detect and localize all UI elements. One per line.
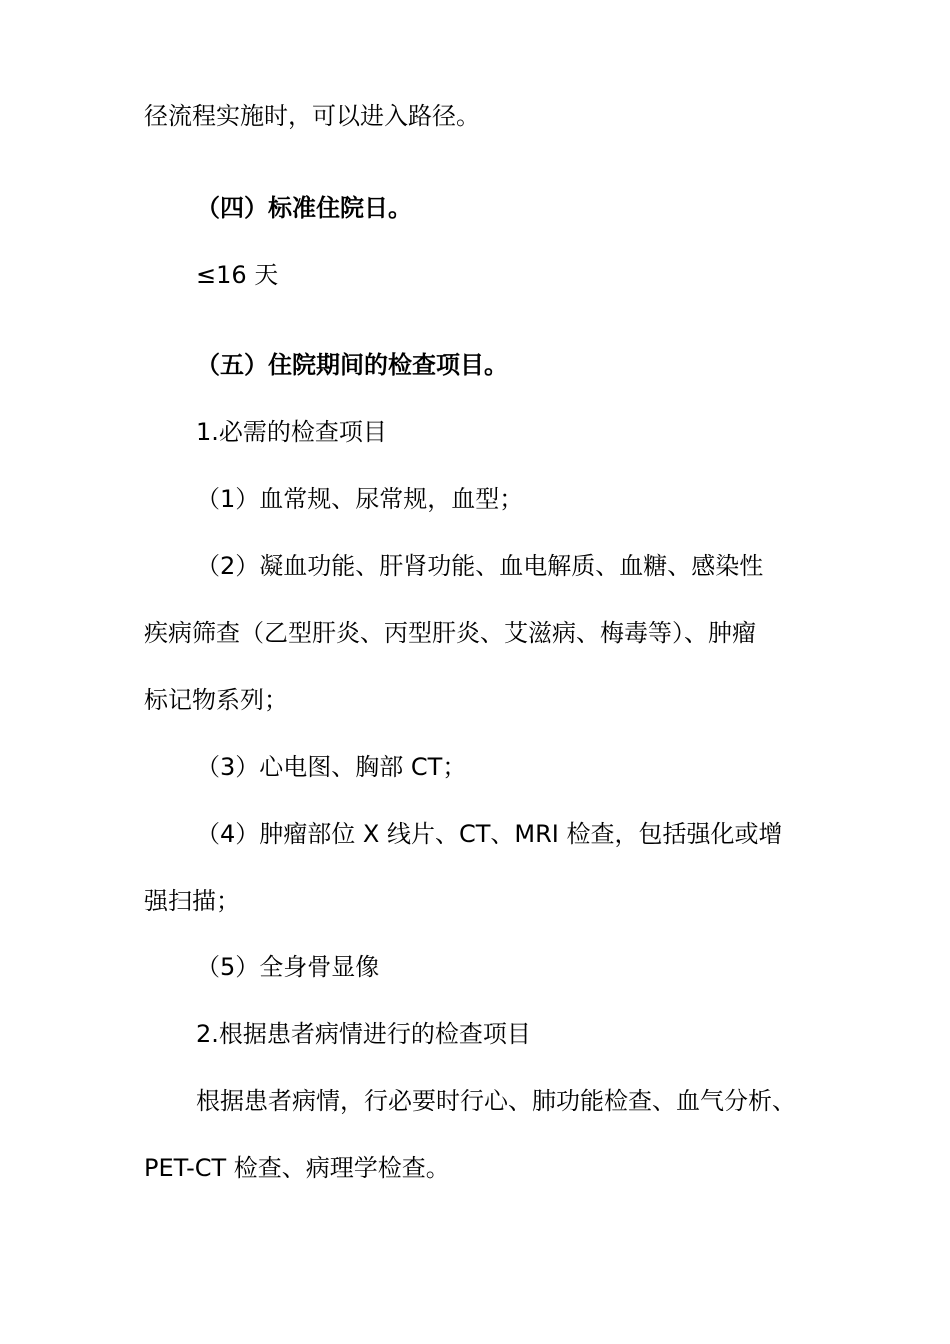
subheading-conditional-exams: 2.根据患者病情进行的检查项目 (196, 1020, 531, 1048)
exam-item-4-line-1: （4）肿瘤部位 X 线片、CT、MRI 检查，包括强化或增 (196, 820, 783, 848)
exam-item-2-line-3: 标记物系列； (144, 686, 288, 714)
hospital-stay-value: ≤16 天 (196, 261, 279, 289)
section-heading-hospital-stay: （四）标准住院日。 (196, 194, 412, 222)
exam-item-5: （5）全身骨显像 (196, 953, 380, 981)
exam-item-4-line-2: 强扫描； (144, 887, 240, 915)
subheading-required-exams: 1.必需的检查项目 (196, 418, 387, 446)
conditional-exams-line-1: 根据患者病情，行必要时行心、肺功能检查、血气分析、 (196, 1087, 796, 1115)
exam-item-2-line-1: （2）凝血功能、肝肾功能、血电解质、血糖、感染性 (196, 552, 764, 580)
exam-item-1: （1）血常规、尿常规，血型； (196, 485, 524, 513)
exam-item-2-line-2: 疾病筛查（乙型肝炎、丙型肝炎、艾滋病、梅毒等）、肿瘤 (144, 619, 756, 647)
section-heading-examinations: （五）住院期间的检查项目。 (196, 351, 508, 379)
paragraph-line-continuation: 径流程实施时，可以进入路径。 (144, 102, 480, 130)
exam-item-3: （3）心电图、胸部 CT； (196, 753, 467, 781)
conditional-exams-line-2: PET-CT 检查、病理学检查。 (144, 1154, 450, 1182)
